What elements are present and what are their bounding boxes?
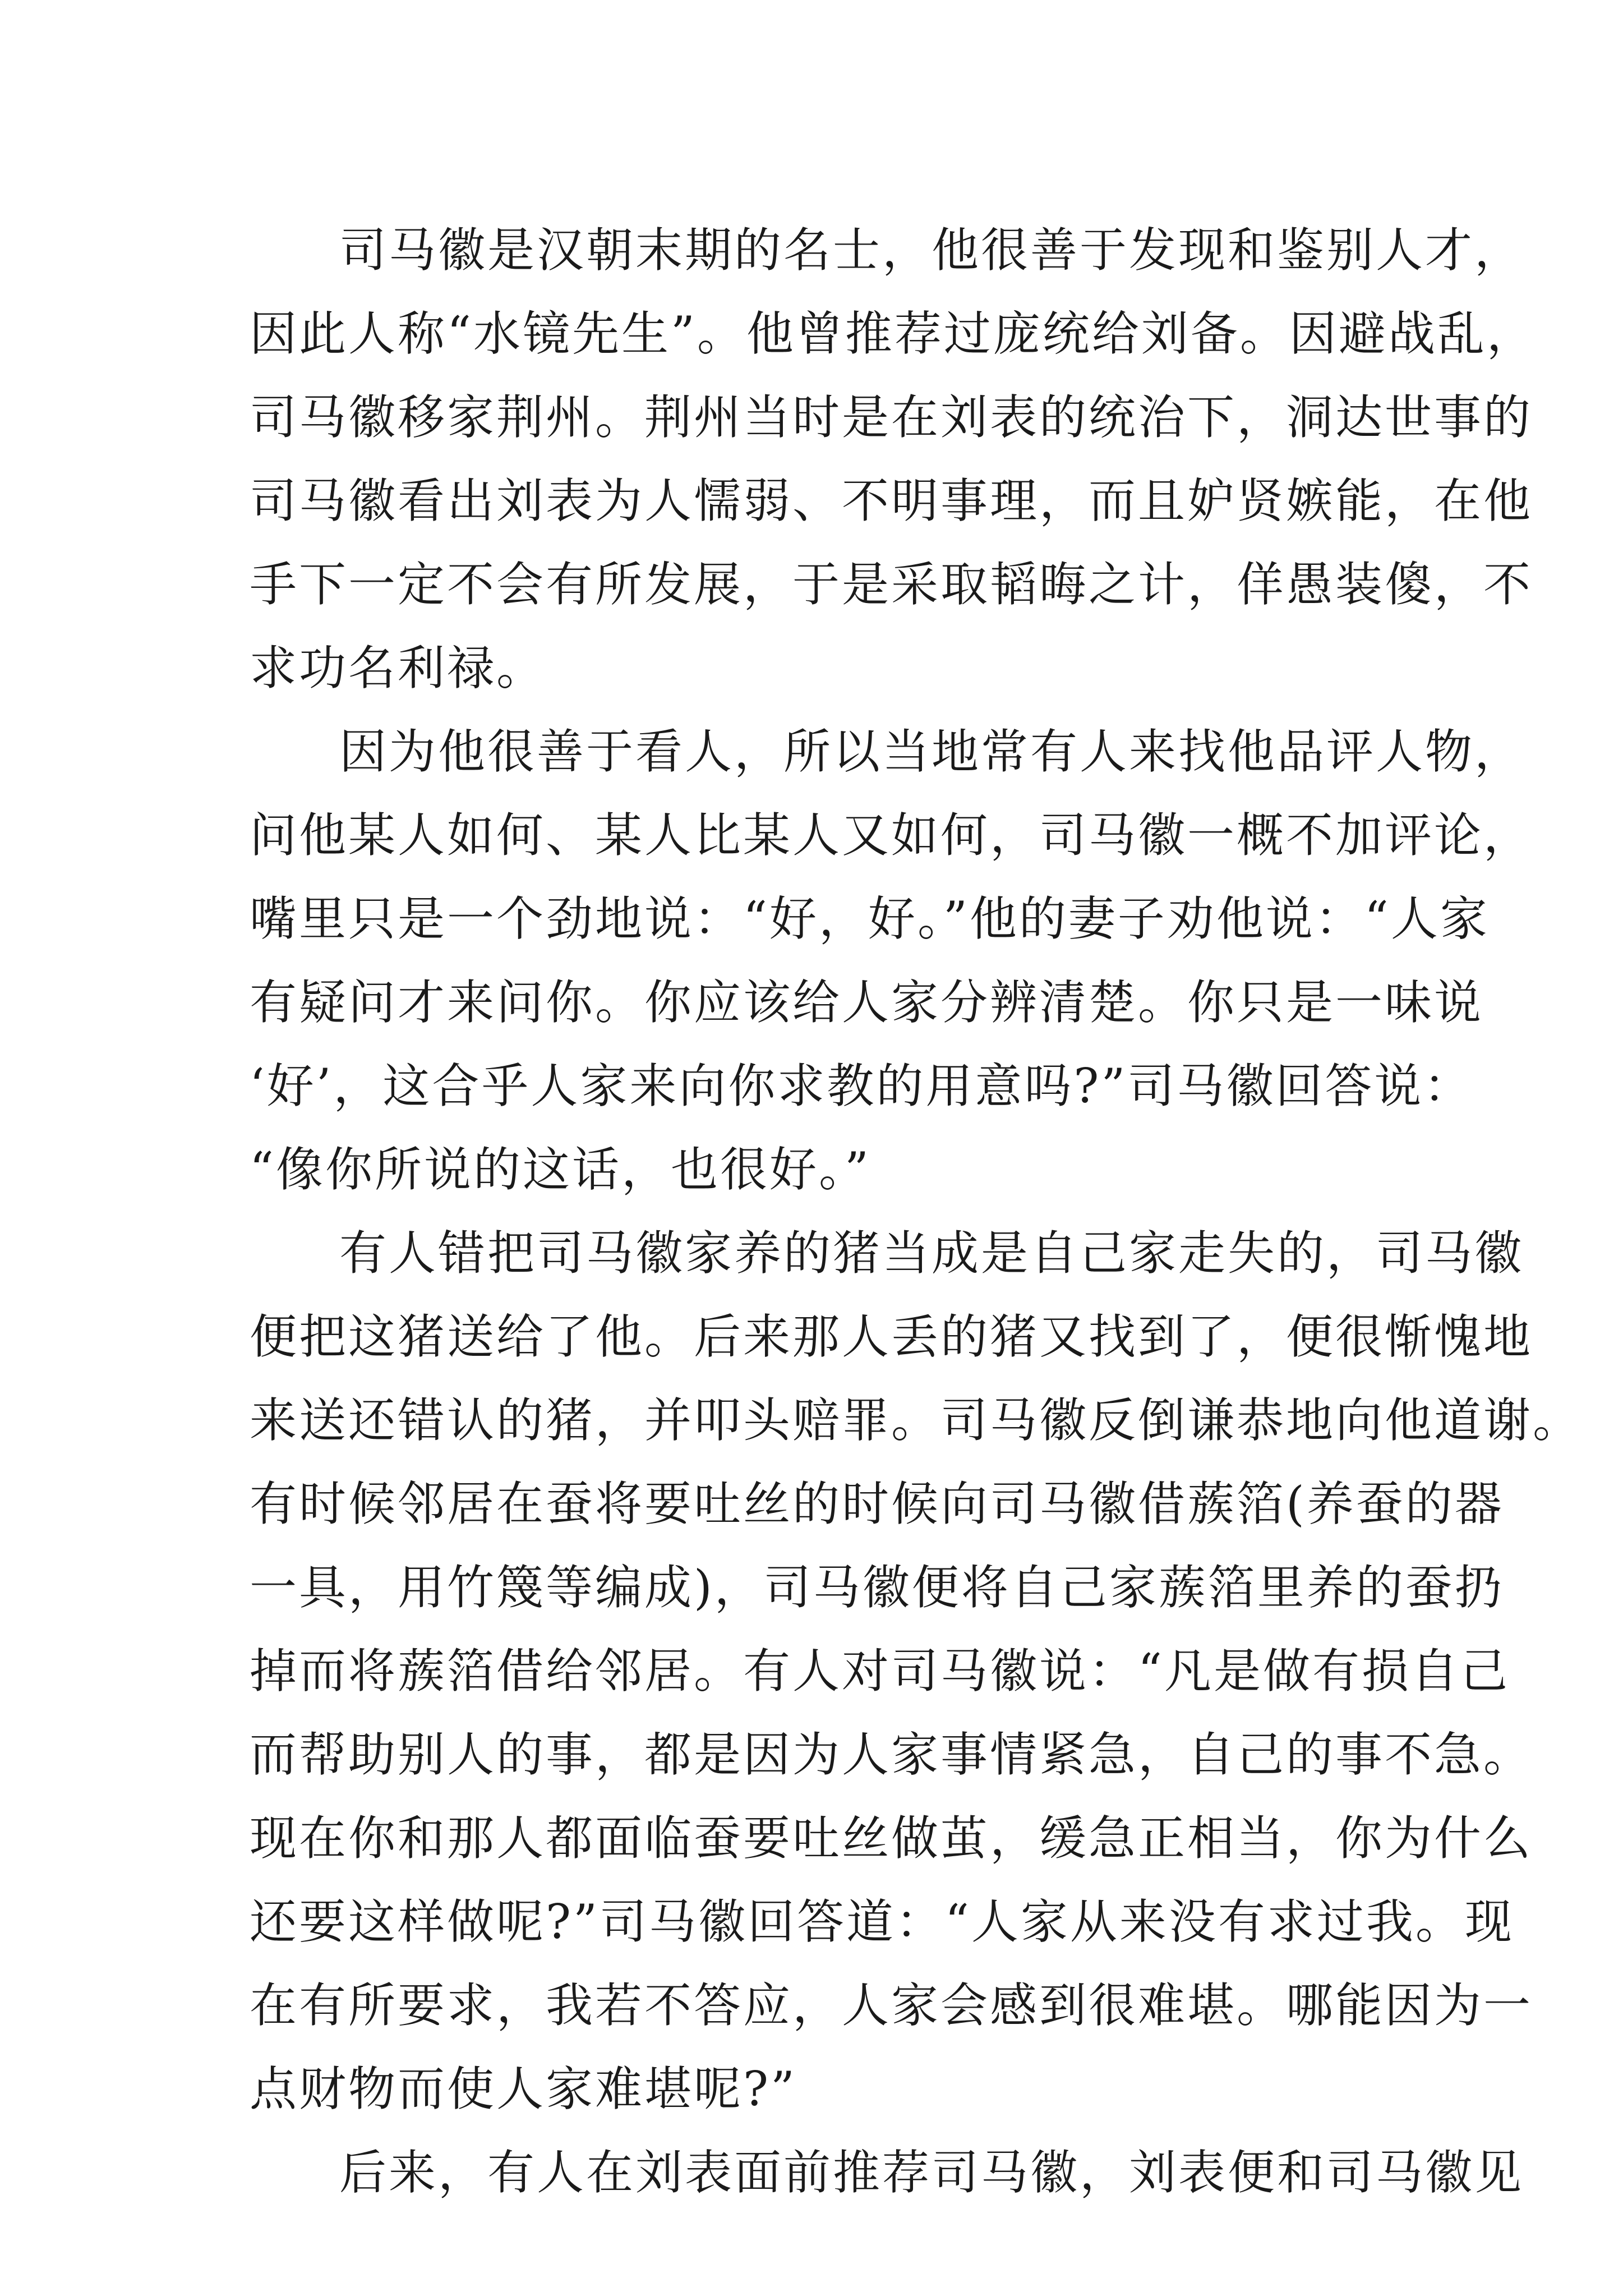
paragraph-2 [250, 710, 1533, 1212]
paragraph-3 [250, 1212, 1583, 2131]
text-line: 现在你和那人都面临蚕要吐丝做茧，缓急正相当，你为什么 [250, 1811, 1533, 1866]
text-line: 因此人称“水镜先生”。他曾推荐过庞统给刘备。因避战乱， [250, 306, 1536, 361]
text-line: 来送还错认的猪，并叩头赔罪。司马徽反倒谦恭地向他道谢。 [250, 1393, 1583, 1448]
text-line: 后来，有人在刘表面前推荐司马徽，刘表便和司马徽见 [339, 2145, 1524, 2200]
text-line: 便把这猪送给了他。后来那人丢的猪又找到了，便很惭愧地 [250, 1309, 1533, 1364]
text-line: 手下一定不会有所发展，于是采取韬晦之计，佯愚装傻，不 [250, 557, 1533, 612]
text-line: 问他某人如何、某人比某人又如何，司马徽一概不加评论， [250, 808, 1533, 863]
body-text [250, 209, 1583, 2215]
text-line: ‘好’，这合乎人家来向你求教的用意吗?”司马徽回答说： [250, 1059, 1473, 1114]
paragraph-1 [250, 209, 1536, 710]
text-line: 司马徽是汉朝末期的名士，他很善于发现和鉴别人才， [339, 223, 1524, 278]
text-line: 在有所要求，我若不答应，人家会感到很难堪。哪能因为一 [250, 1978, 1533, 2033]
text-line: 有疑问才来问你。你应该给人家分辨清楚。你只是一味说 [250, 975, 1484, 1030]
text-line: 而帮助别人的事，都是因为人家事情紧急，自己的事不急。 [250, 1727, 1533, 1782]
text-line: 司马徽看出刘表为人懦弱、不明事理，而且妒贤嫉能，在他 [250, 473, 1533, 528]
text-line: 嘴里只是一个劲地说：“好，好。”他的妻子劝他说：“人家 [250, 891, 1490, 946]
text-line: 有人错把司马徽家养的猪当成是自己家走失的，司马徽 [339, 1226, 1524, 1281]
text-line: 司马徽移家荆州。荆州当时是在刘表的统治下，洞达世事的 [250, 390, 1533, 445]
text-line: “像你所说的这话，也很好。” [250, 1142, 871, 1197]
text-line: 因为他很善于看人，所以当地常有人来找他品评人物， [339, 724, 1524, 779]
text-line: 一具，用竹篾等编成)，司马徽便将自己家蔟箔里养的蚕扔 [250, 1560, 1504, 1615]
text-line: 掉而将蔟箔借给邻居。有人对司马徽说：“凡是做有损自己 [250, 1644, 1510, 1699]
text-line: 有时候邻居在蚕将要吐丝的时候向司马徽借蔟箔(养蚕的器 [250, 1476, 1504, 1531]
text-line: 点财物而使人家难堪呢?” [250, 2062, 797, 2116]
text-line: 求功名利禄。 [250, 641, 546, 696]
paragraph-4 [250, 2131, 1524, 2215]
text-line: 还要这样做呢?”司马徽回答道：“人家从来没有求过我。现 [250, 1894, 1514, 1949]
